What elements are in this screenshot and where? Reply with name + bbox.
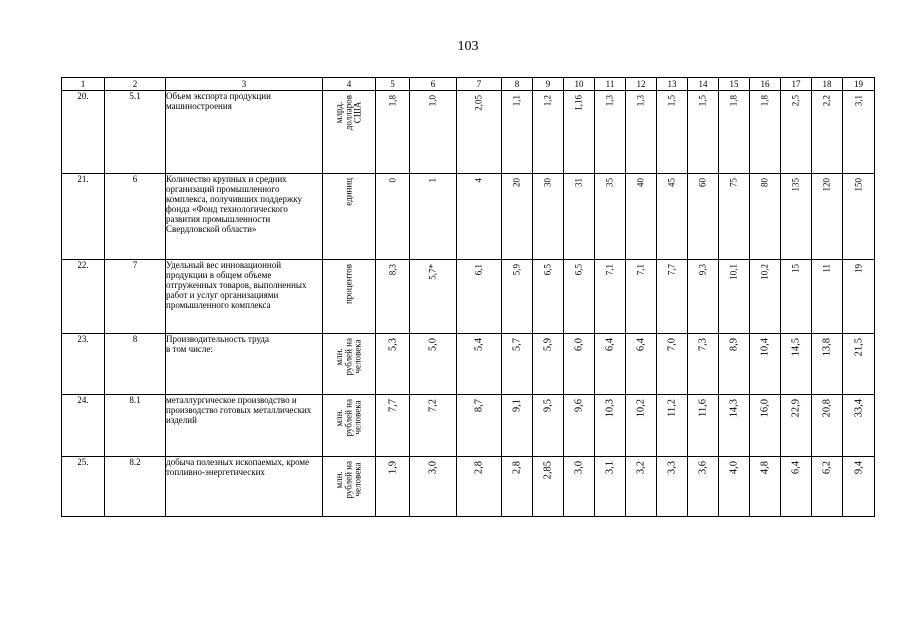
value-label: 10,2 (635, 399, 647, 418)
unit-label: млн. рублей на человека (333, 399, 363, 437)
table-row (62, 395, 875, 457)
unit-label: процентов (343, 264, 354, 305)
value-label: 22,9 (790, 399, 802, 418)
value-label: 2,5 (790, 95, 801, 107)
value-cell (812, 457, 843, 517)
value-label: 3,1 (604, 461, 616, 475)
value-cell (457, 457, 502, 517)
table-row (62, 457, 875, 517)
value-cell (688, 395, 719, 457)
row-code: 6 (105, 174, 166, 260)
value-label: 6,5 (573, 264, 584, 276)
value-cell (812, 260, 843, 334)
value-label: 2,85 (542, 461, 554, 480)
value-label: 8,9 (728, 338, 740, 352)
value-cell (564, 91, 595, 174)
value-cell (750, 457, 781, 517)
value-cell (626, 457, 657, 517)
row-number: 21. (62, 174, 105, 260)
value-label: 9,6 (573, 399, 585, 413)
value-cell (376, 91, 410, 174)
row-number: 25. (62, 457, 105, 517)
value-label: 2,2 (821, 95, 832, 107)
value-cell (533, 91, 564, 174)
value-cell (533, 457, 564, 517)
value-label: 1,8 (759, 95, 770, 107)
value-cell (564, 395, 595, 457)
value-label: 1,0 (427, 95, 438, 107)
table-row (62, 174, 875, 260)
value-cell (626, 395, 657, 457)
indicator-name: металлургическое производство и производство готовых металлических изделий (166, 395, 323, 457)
value-label: 11 (821, 264, 832, 273)
value-label: 7,1 (604, 264, 615, 276)
value-label: 20,8 (821, 399, 833, 418)
column-header: 17 (781, 78, 812, 91)
value-cell (533, 334, 564, 395)
value-cell (688, 457, 719, 517)
indicators-table (61, 77, 875, 517)
value-cell (688, 91, 719, 174)
row-number: 23. (62, 334, 105, 395)
row-code: 8.2 (105, 457, 166, 517)
indicator-name: Производительность труда в том числе: (166, 334, 323, 395)
value-label: 33,4 (852, 399, 864, 418)
value-cell (595, 91, 626, 174)
value-label: 6,2 (821, 461, 833, 475)
value-cell (719, 91, 750, 174)
value-cell (626, 334, 657, 395)
value-cell (657, 457, 688, 517)
value-label: 9,1 (511, 399, 523, 413)
value-cell (750, 260, 781, 334)
value-label: 7,7 (386, 399, 398, 413)
value-label: 6,4 (790, 461, 802, 475)
value-label: 1,16 (573, 95, 584, 111)
value-cell (533, 395, 564, 457)
value-label: 3,0 (573, 461, 585, 475)
value-label: 6,5 (542, 264, 553, 276)
value-label: 2,05 (473, 95, 484, 111)
value-cell (376, 260, 410, 334)
unit-of-measure (323, 457, 376, 517)
value-label: 10,3 (604, 399, 616, 418)
value-cell (657, 174, 688, 260)
value-label: 1,3 (604, 95, 615, 107)
value-cell (688, 334, 719, 395)
value-cell (657, 260, 688, 334)
value-cell (688, 174, 719, 260)
value-label: 31 (573, 178, 584, 187)
value-label: 0 (386, 178, 397, 183)
value-label: 3,3 (666, 461, 678, 475)
value-label: 14,3 (728, 399, 740, 418)
indicator-name: Объем экспорта продукции машиностроения (166, 91, 323, 174)
value-label: 5,4 (473, 338, 485, 352)
value-cell (781, 334, 812, 395)
value-cell (595, 174, 626, 260)
value-label: 8,7 (473, 399, 485, 413)
row-code: 8.1 (105, 395, 166, 457)
row-code: 8 (105, 334, 166, 395)
value-cell (750, 334, 781, 395)
value-cell (376, 395, 410, 457)
value-label: 4,8 (759, 461, 771, 475)
column-header: 7 (457, 78, 502, 91)
unit-of-measure (323, 395, 376, 457)
value-label: 5,9 (542, 338, 554, 352)
value-label: 3,0 (427, 461, 439, 475)
value-cell (376, 457, 410, 517)
value-cell (410, 334, 457, 395)
page-number: 103 (457, 39, 479, 54)
value-cell (719, 395, 750, 457)
table-row (62, 91, 875, 174)
value-cell (502, 174, 533, 260)
value-label: 5,7* (427, 264, 438, 280)
value-cell (595, 260, 626, 334)
value-label: 11,6 (697, 399, 709, 417)
value-label: 10,4 (759, 338, 771, 357)
value-label: 7,0 (666, 338, 678, 352)
value-cell (564, 334, 595, 395)
column-header: 3 (166, 78, 323, 91)
value-cell (781, 395, 812, 457)
value-cell (410, 395, 457, 457)
value-label: 6,0 (573, 338, 585, 352)
value-cell (502, 395, 533, 457)
row-code: 7 (105, 260, 166, 334)
value-cell (410, 174, 457, 260)
column-header: 10 (564, 78, 595, 91)
value-cell (564, 260, 595, 334)
value-label: 5,9 (511, 264, 522, 276)
value-label: 4,0 (728, 461, 740, 475)
value-cell (719, 174, 750, 260)
value-label: 1,2 (542, 95, 553, 107)
unit-label: млн. рублей на человека (333, 461, 363, 499)
column-header: 1 (62, 78, 105, 91)
value-cell (626, 260, 657, 334)
value-label: 120 (821, 178, 832, 192)
value-label: 1,8 (728, 95, 739, 107)
unit-label: млн. рублей на человека (333, 338, 363, 376)
value-label: 10,1 (728, 264, 739, 280)
value-cell (750, 395, 781, 457)
value-label: 1 (427, 178, 438, 183)
column-header: 2 (105, 78, 166, 91)
value-cell (812, 91, 843, 174)
row-code: 5.1 (105, 91, 166, 174)
value-label: 1,3 (635, 95, 646, 107)
value-cell (533, 260, 564, 334)
value-label: 8,3 (386, 264, 397, 276)
value-label: 21,5 (852, 338, 864, 357)
value-label: 7,3 (697, 338, 709, 352)
value-label: 6,4 (635, 338, 647, 352)
value-cell (843, 174, 875, 260)
value-cell (657, 91, 688, 174)
value-cell (457, 395, 502, 457)
value-label: 16,0 (759, 399, 771, 418)
value-label: 5,0 (427, 338, 439, 352)
value-cell (410, 260, 457, 334)
value-label: 7,1 (635, 264, 646, 276)
value-label: 7,7 (666, 264, 677, 276)
value-cell (657, 395, 688, 457)
value-cell (410, 457, 457, 517)
column-header: 6 (410, 78, 457, 91)
value-cell (843, 395, 875, 457)
value-cell (781, 457, 812, 517)
unit-label: единиц (343, 178, 354, 206)
value-cell (812, 395, 843, 457)
value-cell (781, 174, 812, 260)
column-header: 12 (626, 78, 657, 91)
value-label: 15 (790, 264, 801, 273)
indicator-name: Удельный вес инновационной продукции в общем объеме отгруженных товаров, выполненных работ и услуг организациями промышленного комплекса (166, 260, 323, 334)
value-label: 80 (759, 178, 770, 187)
value-cell (410, 91, 457, 174)
value-cell (750, 174, 781, 260)
value-label: 45 (666, 178, 677, 187)
value-cell (626, 174, 657, 260)
value-cell (457, 260, 502, 334)
column-header: 9 (533, 78, 564, 91)
value-label: 1,1 (511, 95, 522, 107)
column-header: 13 (657, 78, 688, 91)
value-label: 1,9 (386, 461, 398, 475)
value-cell (595, 457, 626, 517)
value-cell (843, 457, 875, 517)
value-label: 1,5 (697, 95, 708, 107)
value-cell (812, 174, 843, 260)
value-label: 75 (728, 178, 739, 187)
value-label: 20 (511, 178, 522, 187)
value-label: 9,5 (542, 399, 554, 413)
value-label: 3,1 (852, 95, 863, 107)
column-header: 8 (502, 78, 533, 91)
value-cell (719, 457, 750, 517)
value-cell (595, 395, 626, 457)
value-cell (750, 91, 781, 174)
value-label: 6,1 (473, 264, 484, 276)
value-cell (502, 260, 533, 334)
value-label: 13,8 (821, 338, 833, 357)
column-header: 15 (719, 78, 750, 91)
value-label: 11,2 (666, 399, 678, 417)
unit-of-measure (323, 91, 376, 174)
value-cell (781, 91, 812, 174)
unit-of-measure (323, 334, 376, 395)
indicator-name: Количество крупных и средних организаций промышленного комплекса, получивших поддержку фонда «Фонд технологического развития промышленности Свердловской области» (166, 174, 323, 260)
value-label: 40 (635, 178, 646, 187)
value-cell (457, 91, 502, 174)
value-cell (564, 174, 595, 260)
indicator-name: добыча полезных ископаемых, кроме топливно-энергетических (166, 457, 323, 517)
value-cell (502, 457, 533, 517)
value-label: 5,3 (386, 338, 398, 352)
value-label: 1,8 (386, 95, 397, 107)
value-cell (843, 260, 875, 334)
value-cell (457, 334, 502, 395)
value-label: 135 (790, 178, 801, 192)
value-label: 14,5 (790, 338, 802, 357)
unit-label: млрд. долларов США (333, 95, 363, 131)
column-header: 4 (323, 78, 376, 91)
value-label: 9,4 (852, 461, 864, 475)
value-label: 10,2 (759, 264, 770, 280)
row-number: 24. (62, 395, 105, 457)
table-row (62, 260, 875, 334)
value-cell (843, 91, 875, 174)
value-label: 30 (542, 178, 553, 187)
value-cell (626, 91, 657, 174)
value-cell (719, 260, 750, 334)
value-cell (502, 334, 533, 395)
value-cell (533, 174, 564, 260)
column-header: 11 (595, 78, 626, 91)
value-label: 2,8 (511, 461, 523, 475)
value-label: 35 (604, 178, 615, 187)
value-cell (657, 334, 688, 395)
row-number: 22. (62, 260, 105, 334)
column-header: 16 (750, 78, 781, 91)
value-label: 7,2 (427, 399, 439, 413)
value-label: 3,2 (635, 461, 647, 475)
value-cell (688, 260, 719, 334)
column-header: 19 (843, 78, 875, 91)
value-cell (843, 334, 875, 395)
value-label: 9,3 (697, 264, 708, 276)
value-cell (502, 91, 533, 174)
value-cell (781, 260, 812, 334)
value-cell (564, 457, 595, 517)
row-number: 20. (62, 91, 105, 174)
value-label: 5,7 (511, 338, 523, 352)
column-header: 18 (812, 78, 843, 91)
table-header-row (62, 78, 875, 91)
table-row (62, 334, 875, 395)
value-cell (376, 334, 410, 395)
value-label: 4 (473, 178, 484, 183)
unit-of-measure (323, 174, 376, 260)
value-cell (719, 334, 750, 395)
value-label: 60 (697, 178, 708, 187)
value-cell (595, 334, 626, 395)
value-label: 3,6 (697, 461, 709, 475)
column-header: 14 (688, 78, 719, 91)
value-cell (812, 334, 843, 395)
value-label: 2,8 (473, 461, 485, 475)
value-label: 6,4 (604, 338, 616, 352)
value-label: 19 (852, 264, 863, 273)
unit-of-measure (323, 260, 376, 334)
value-label: 1,5 (666, 95, 677, 107)
value-label: 150 (852, 178, 863, 192)
value-cell (457, 174, 502, 260)
value-cell (376, 174, 410, 260)
column-header: 5 (376, 78, 410, 91)
